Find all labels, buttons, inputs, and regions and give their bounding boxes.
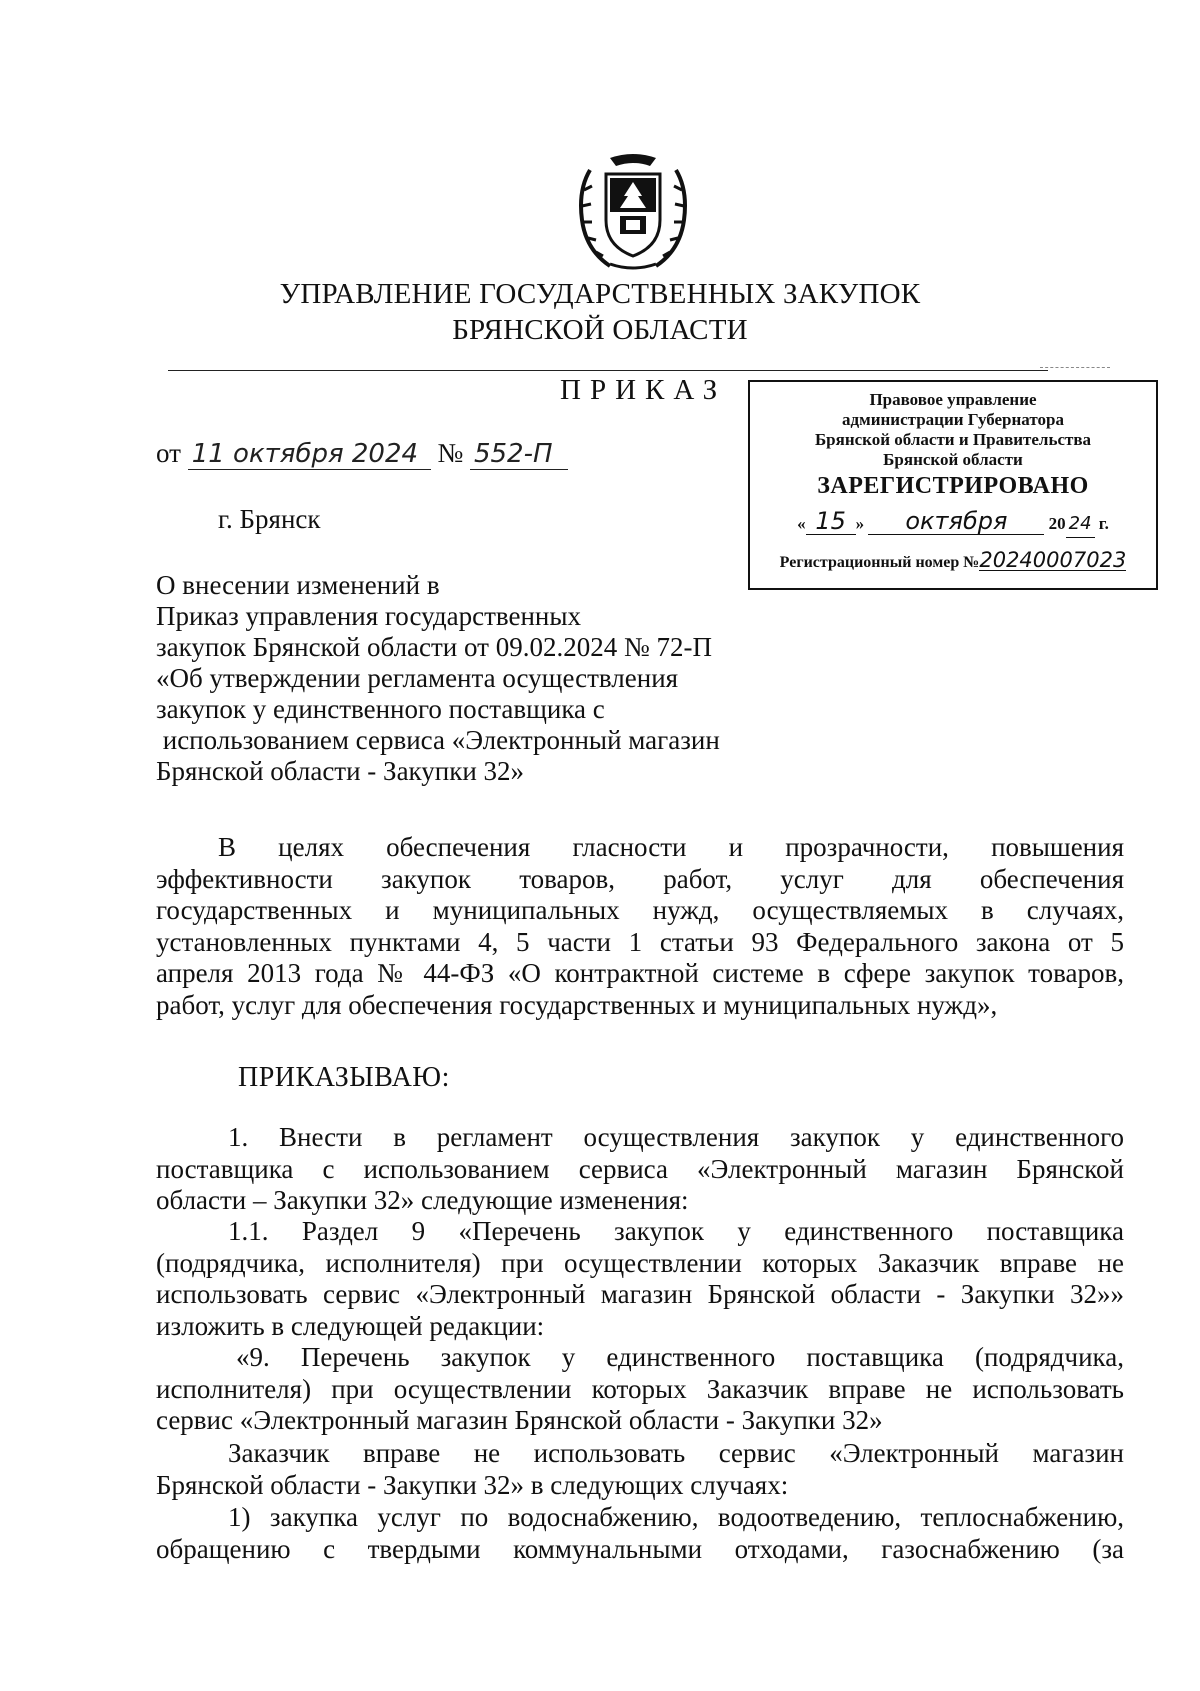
customer-paragraph (156, 1438, 1124, 1501)
text-line: сервис «Электронный магазин Брянской области - Закупки 32» (156, 1405, 883, 1435)
text-line: эффективности закупок товаров, работ, услуг для обеспечения (156, 863, 1124, 894)
stamp-year-suffix: 24 (1066, 511, 1095, 538)
subject-line: «Об утверждении регламента осуществления (156, 663, 679, 693)
stamp-line3: Брянской области и Правительства (814, 430, 1092, 449)
stamp-month: октября (868, 508, 1044, 535)
text-line: исполнителя) при осуществлении которых Заказчик вправе не использовать (156, 1373, 1124, 1404)
subject-line: Брянской области - Закупки 32» (156, 756, 525, 786)
subject-line: закупок Брянской области от 09.02.2024 № 72-П (156, 632, 712, 662)
subject-line: закупок у единственного поставщика с (156, 694, 605, 724)
number-prefix: № (437, 438, 464, 468)
stamp-line4: Брянской области (883, 450, 1023, 469)
command-heading: ПРИКАЗЫВАЮ: (238, 1062, 450, 1093)
doc-type-title: ПРИКАЗ (560, 374, 727, 406)
text-line: установленных пунктами 4, 5 части 1 статьи 93 Федерального закона от 5 (156, 926, 1124, 957)
item-1-paragraph (156, 1122, 1124, 1217)
coat-of-arms-icon (570, 150, 696, 274)
subject-line: О внесении изменений в (156, 570, 440, 600)
text-line: 1) закупка услуг по водоснабжению, водоотведению, теплоснабжению, (228, 1502, 1124, 1532)
item-1-1-paragraph (156, 1216, 1124, 1342)
case-1-paragraph (156, 1502, 1124, 1565)
item-9-paragraph (156, 1342, 1124, 1437)
org-name-line2: БРЯНСКОЙ ОБЛАСТИ (452, 314, 748, 346)
text-line: Заказчик вправе не использовать сервис «Электронный магазин (228, 1438, 1124, 1468)
text-line: Брянской области - Закупки 32» в следующих случаях: (156, 1469, 789, 1500)
stamp-line2: администрации Губернатора (842, 410, 1064, 429)
handwritten-date: 11 октября 2024 (188, 439, 431, 470)
handwritten-number: 552-П (470, 439, 568, 470)
preamble-paragraph (156, 832, 1124, 1021)
text-line: (подрядчика, исполнителя) при осуществлении которых Заказчик вправе не (156, 1247, 1124, 1278)
text-line: работ, услуг для обеспечения государственных и муниципальных нужд», (156, 989, 998, 1020)
text-line: государственных и муниципальных нужд, осуществляемых в случаях, (156, 895, 1124, 925)
stamp-reg-number: 20240007023 (979, 548, 1127, 572)
text-line: «9. Перечень закупок у единственного поставщика (подрядчика, (236, 1342, 1124, 1372)
stamp-reg-label: Регистрационный номер № (779, 554, 980, 571)
stamp-date: « 15 » октября 20 24 г. (750, 508, 1156, 538)
subject-line: Приказ управления государственных (156, 601, 582, 631)
text-line: В целях обеспечения гласности и прозрачности, повышения (218, 832, 1124, 862)
subject-block (156, 570, 720, 787)
text-line: использовать сервис «Электронный магазин Брянской области - Закупки 32»» (156, 1279, 1124, 1309)
registration-stamp (748, 380, 1158, 590)
org-name-line1: УПРАВЛЕНИЕ ГОСУДАРСТВЕННЫХ ЗАКУПОК (279, 278, 921, 310)
header-rule (168, 370, 1048, 371)
text-line: поставщика с использованием сервиса «Электронный магазин Брянской (156, 1153, 1124, 1184)
stamp-day: 15 (806, 508, 856, 535)
stamp-line1: Правовое управление (869, 390, 1037, 409)
text-line: 1.1. Раздел 9 «Перечень закупок у единственного поставщика (228, 1216, 1124, 1246)
text-line: изложить в следующей редакции: (156, 1310, 545, 1341)
stamp-reg-row (750, 550, 1156, 573)
text-line: области – Закупки 32» следующие изменения: (156, 1185, 689, 1215)
text-line: 1. Внести в регламент осуществления закупок у единственного (228, 1122, 1124, 1152)
stamp-dash (1040, 367, 1110, 368)
stamp-year-tail: г. (1098, 514, 1109, 533)
text-line: апреля 2013 года № 44-ФЗ «О контрактной системе в сфере закупок товаров, (156, 958, 1124, 988)
city: г. Брянск (218, 504, 321, 534)
text-line: обращению с твердыми коммунальными отходами, газоснабжению (за (156, 1533, 1124, 1564)
date-number-row (156, 438, 568, 470)
subject-line: использованием сервиса «Электронный магазин (156, 725, 720, 755)
stamp-year-prefix: 20 (1048, 514, 1066, 533)
stamp-status: ЗАРЕГИСТРИРОВАНО (817, 473, 1089, 499)
date-prefix: от (156, 438, 181, 468)
